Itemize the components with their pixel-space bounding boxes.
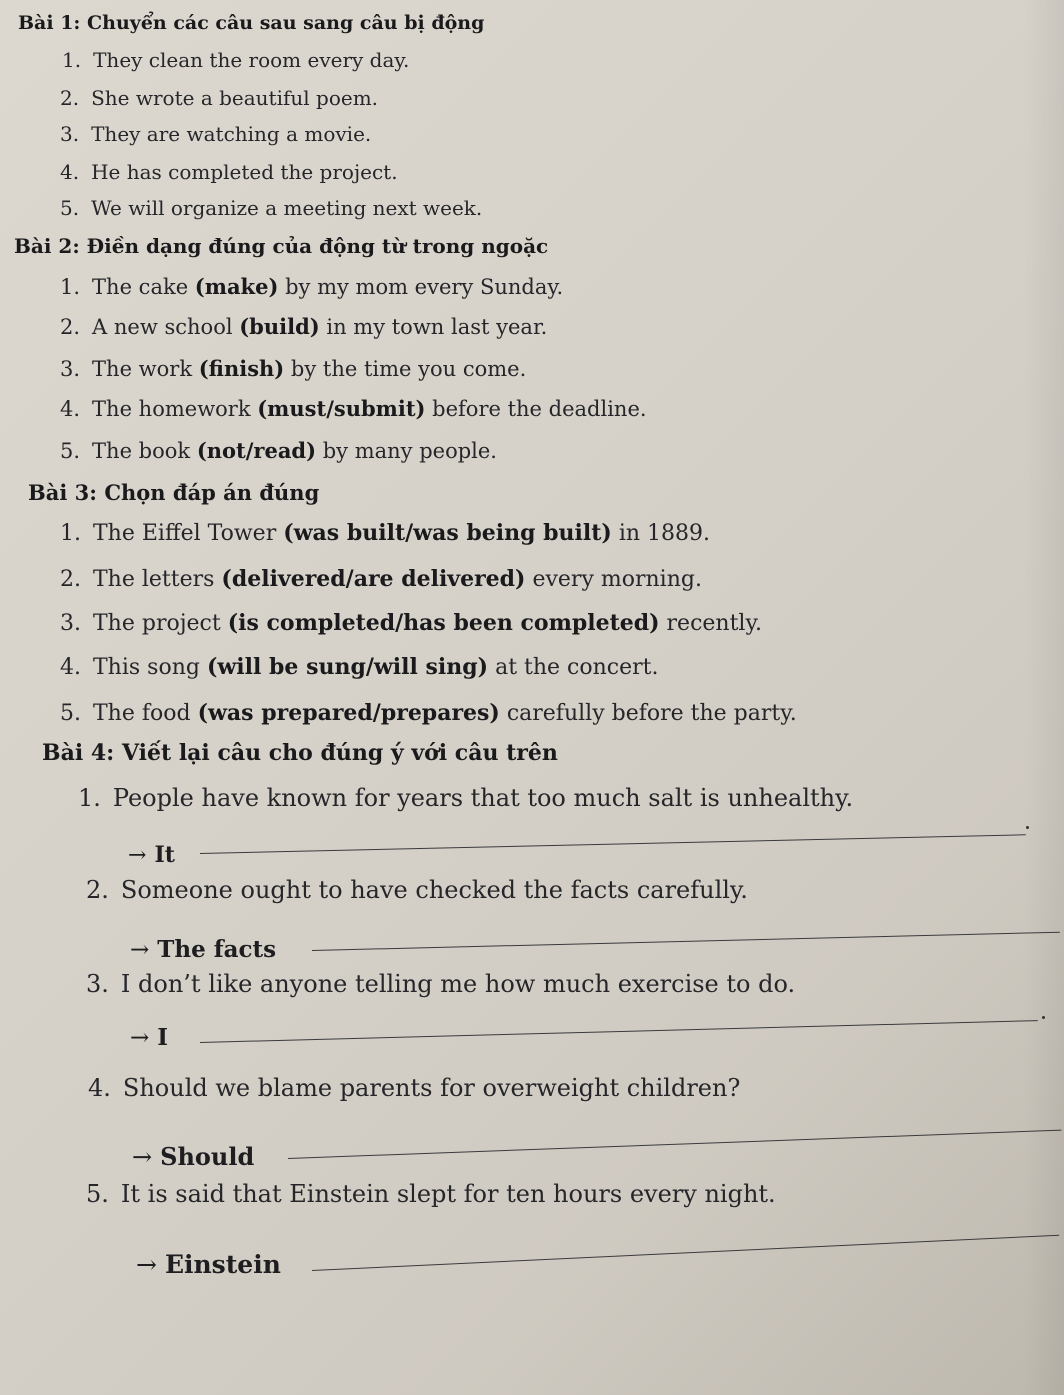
page-edge-shadow <box>1024 0 1064 1395</box>
item-number: 1. <box>62 48 82 72</box>
ex2-title: Bài 2: Điền dạng đúng của động từ trong ngoặc <box>14 234 549 258</box>
item-number: 5. <box>60 701 81 726</box>
answer-start: Einstein <box>164 1250 281 1279</box>
item-number: 1. <box>60 521 81 546</box>
item-text: They are watching a movie. <box>91 122 372 146</box>
answer-start: It <box>154 842 175 868</box>
item-number: 5. <box>60 196 80 220</box>
item-text-post: carefully before the party. <box>499 701 797 726</box>
item-text: Should we blame parents for overweight children? <box>122 1074 741 1102</box>
arrow-icon: → <box>136 1250 157 1279</box>
ex4-answer-1 <box>128 842 175 868</box>
item-text: He has completed the project. <box>91 160 398 184</box>
answer-options: (will be sung/will sing) <box>206 654 489 680</box>
ex4-item-2 <box>86 876 748 904</box>
item-text: She wrote a beautiful poem. <box>91 86 379 110</box>
arrow-icon: → <box>130 937 150 963</box>
answer-line-1[interactable] <box>200 834 1026 854</box>
answer-line-5[interactable] <box>312 1235 1059 1271</box>
item-text-post: recently. <box>659 611 762 636</box>
ex1-item-4 <box>60 160 398 184</box>
ex1-item-3 <box>60 122 371 146</box>
item-text: I don’t like anyone telling me how much exercise to do. <box>120 970 796 998</box>
ex1-item-1 <box>62 48 409 72</box>
item-text-pre: The food <box>93 701 198 726</box>
answer-start: The facts <box>157 936 277 963</box>
arrow-icon: → <box>128 843 147 868</box>
item-number: 4. <box>60 655 81 680</box>
answer-start: I <box>157 1024 169 1051</box>
item-text-pre: The work <box>92 357 199 381</box>
verb-hint: (finish) <box>198 356 285 381</box>
item-number: 2. <box>60 567 81 592</box>
answer-line-4[interactable] <box>288 1130 1062 1159</box>
ex4-item-4 <box>88 1074 740 1102</box>
ex3-item-2 <box>60 566 702 592</box>
item-text-pre: The cake <box>92 275 195 299</box>
ex1-item-2 <box>60 86 378 110</box>
item-number: 1. <box>60 275 81 299</box>
ex2-item-4 <box>60 396 647 421</box>
item-number: 3. <box>60 357 81 381</box>
ex3-item-3 <box>60 610 762 636</box>
ex3-item-1 <box>60 520 710 546</box>
ex4-item-5 <box>86 1180 776 1208</box>
item-text-pre: The project <box>93 611 228 636</box>
item-number: 1. <box>78 784 101 812</box>
item-number: 4. <box>60 397 81 421</box>
ex4-item-1 <box>78 784 853 812</box>
ex4-answer-5 <box>136 1250 281 1279</box>
item-text: We will organize a meeting next week. <box>91 196 483 220</box>
ex1-title: Bài 1: Chuyển các câu sau sang câu bị động <box>18 12 485 34</box>
item-text: Someone ought to have checked the facts carefully. <box>120 876 748 904</box>
ex2-item-1 <box>60 274 563 299</box>
item-text-pre: The homework <box>92 397 258 421</box>
item-number: 2. <box>86 876 109 904</box>
item-text-pre: The letters <box>93 567 222 592</box>
answer-options: (is completed/has been completed) <box>227 610 660 636</box>
ex4-answer-4 <box>132 1142 254 1171</box>
item-text-post: in my town last year. <box>319 315 548 339</box>
item-text-post: by my mom every Sunday. <box>278 275 564 299</box>
answer-options: (was prepared/prepares) <box>197 700 500 726</box>
item-number: 5. <box>86 1180 109 1208</box>
ex4-answer-2 <box>130 936 276 963</box>
item-text-post: every morning. <box>525 567 702 592</box>
item-text-post: at the concert. <box>488 655 659 680</box>
item-text-pre: The book <box>92 439 197 463</box>
item-text-pre: The Eiffel Tower <box>93 521 284 546</box>
ex3-item-4 <box>60 654 658 680</box>
verb-hint: (must/submit) <box>257 396 426 421</box>
ex3-item-5 <box>60 700 797 726</box>
item-number: 2. <box>60 86 80 110</box>
item-number: 3. <box>86 970 109 998</box>
ex3-title: Bài 3: Chọn đáp án đúng <box>28 480 320 505</box>
ex2-item-3 <box>60 356 526 381</box>
ex4-item-3 <box>86 970 795 998</box>
item-text-post: in 1889. <box>611 521 711 546</box>
item-text-pre: A new school <box>92 315 240 339</box>
item-number: 3. <box>60 611 81 636</box>
item-text-post: before the deadline. <box>425 397 647 421</box>
answer-options: (was built/was being built) <box>283 520 612 546</box>
item-number: 2. <box>60 315 81 339</box>
item-number: 5. <box>60 439 81 463</box>
item-number: 3. <box>60 122 80 146</box>
ex4-answer-3 <box>130 1024 168 1051</box>
item-text-post: by many people. <box>316 439 497 463</box>
ex4-title: Bài 4: Viết lại câu cho đúng ý với câu trên <box>42 740 558 766</box>
answer-options: (delivered/are delivered) <box>221 566 526 592</box>
verb-hint: (make) <box>194 274 279 299</box>
verb-hint: (not/read) <box>196 438 317 463</box>
item-text: It is said that Einstein slept for ten hours every night. <box>120 1180 776 1208</box>
item-number: 4. <box>60 160 80 184</box>
answer-line-3[interactable] <box>200 1020 1038 1043</box>
verb-hint: (build) <box>239 314 320 339</box>
answer-line-2[interactable] <box>312 932 1060 951</box>
item-number: 4. <box>88 1074 111 1102</box>
ex1-item-5 <box>60 196 482 220</box>
arrow-icon: → <box>132 1143 153 1171</box>
arrow-icon: → <box>130 1025 150 1051</box>
item-text: They clean the room every day. <box>93 48 410 72</box>
answer-start: Should <box>160 1142 255 1171</box>
ex2-item-5 <box>60 438 497 463</box>
ex2-item-2 <box>60 314 547 339</box>
item-text: People have known for years that too much salt is unhealthy. <box>112 784 854 812</box>
item-text-post: by the time you come. <box>284 357 527 381</box>
item-text-pre: This song <box>93 655 207 680</box>
